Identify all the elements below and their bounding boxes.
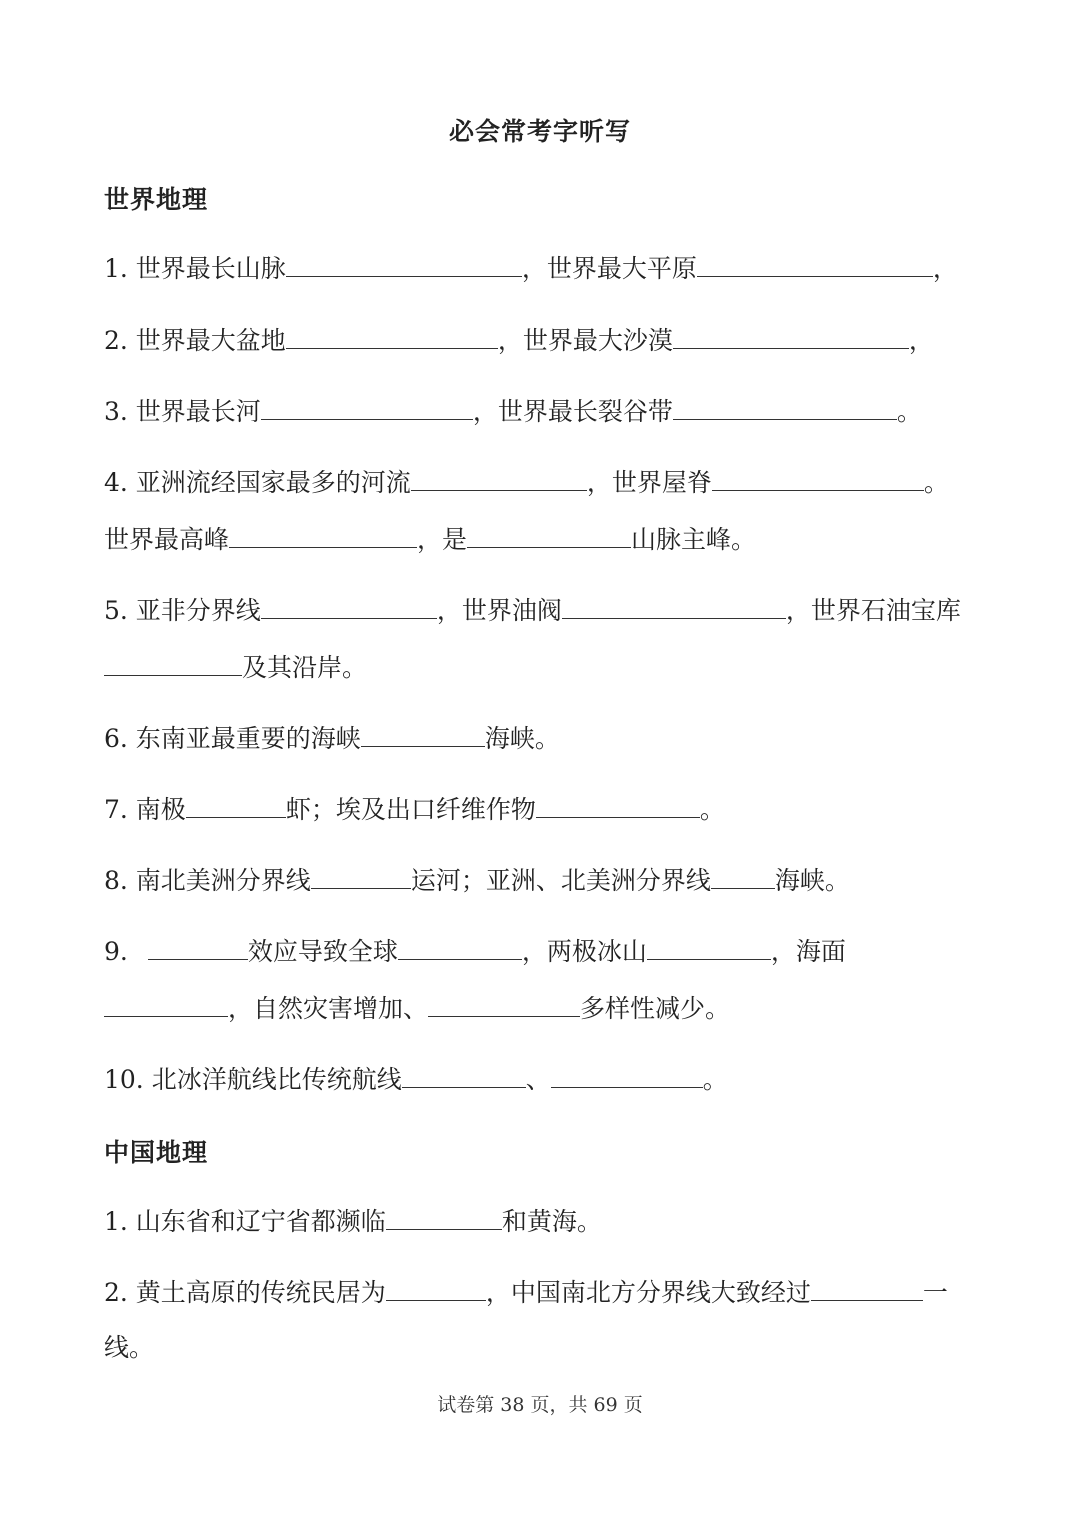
question-text: 。 (702, 1065, 728, 1094)
question-text: 多样性减少。 (580, 994, 731, 1023)
question-text: ，世界最大平原 (521, 254, 697, 283)
question-text: ， (932, 254, 958, 283)
question-text: 山脉主峰。 (631, 525, 757, 554)
question-world-10 (104, 1061, 728, 1095)
question-text: ，海面 (770, 937, 846, 966)
question-text: ，两极冰山 (521, 937, 647, 966)
answer-blank[interactable] (104, 649, 242, 676)
question-text: 一 (922, 1278, 948, 1307)
question-text: 1. 世界最长山脉 (104, 254, 286, 283)
answer-blank[interactable] (711, 862, 775, 889)
answer-blank[interactable] (811, 1274, 923, 1301)
question-text: 世界最高峰 (104, 525, 230, 554)
question-text: 和黄海。 (501, 1207, 602, 1236)
question-text: 7. 南极 (104, 795, 186, 824)
question-text: ，是 (417, 525, 468, 554)
answer-blank[interactable] (361, 720, 485, 747)
answer-blank[interactable] (551, 1061, 703, 1088)
answer-blank[interactable] (697, 250, 933, 277)
question-text: 运河；亚洲、北美洲分界线 (410, 866, 711, 895)
question-world-6 (104, 720, 560, 754)
question-text: 效应导致全球 (247, 937, 398, 966)
question-text: ，世界最大沙漠 (497, 326, 673, 355)
answer-blank[interactable] (673, 393, 897, 420)
answer-blank[interactable] (386, 1203, 502, 1230)
answer-blank[interactable] (186, 791, 286, 818)
question-text: 、 (525, 1065, 551, 1094)
answer-blank[interactable] (562, 592, 786, 619)
answer-blank[interactable] (428, 990, 580, 1017)
section-heading-china: 中国地理 (104, 1138, 209, 1167)
question-text: 。 (896, 397, 922, 426)
question-text: ，自然灾害增加、 (228, 994, 429, 1023)
answer-blank[interactable] (286, 250, 522, 277)
question-world-9-cont (104, 990, 730, 1024)
question-text: 海峡。 (484, 724, 560, 753)
question-text: 海峡。 (774, 866, 850, 895)
page-footer: 试卷第 38 页，共 69 页 (437, 1394, 643, 1416)
answer-blank[interactable] (261, 592, 437, 619)
answer-blank[interactable] (148, 933, 248, 960)
page-title: 必会常考字听写 (448, 117, 631, 146)
question-text: 1. 山东省和辽宁省都濒临 (104, 1207, 386, 1236)
question-world-2 (104, 322, 934, 356)
question-text: ，世界油阀 (436, 596, 562, 625)
question-text: 9. (104, 937, 136, 966)
question-world-5 (104, 592, 961, 626)
question-text: 虾；埃及出口纤维作物 (285, 795, 536, 824)
question-text: ， (908, 326, 934, 355)
question-world-9 (104, 933, 846, 967)
question-text: ，中国南北方分界线大致经过 (485, 1278, 811, 1307)
answer-blank[interactable] (261, 393, 473, 420)
answer-blank[interactable] (411, 464, 587, 491)
answer-blank[interactable] (536, 791, 700, 818)
answer-blank[interactable] (673, 322, 909, 349)
question-text: 。 (923, 468, 949, 497)
question-text: 及其沿岸。 (242, 653, 368, 682)
question-world-1 (104, 250, 958, 284)
answer-blank[interactable] (229, 521, 417, 548)
question-text: ，世界屋脊 (586, 468, 712, 497)
question-text: 2. 黄土高原的传统民居为 (104, 1278, 386, 1307)
question-china-1 (104, 1203, 602, 1237)
question-text: 4. 亚洲流经国家最多的河流 (104, 468, 411, 497)
question-world-4 (104, 464, 949, 498)
question-world-8 (104, 862, 850, 896)
question-text: ，世界石油宝库 (785, 596, 961, 625)
question-text: 3. 世界最长河 (104, 397, 261, 426)
answer-blank[interactable] (104, 990, 228, 1017)
answer-blank[interactable] (286, 322, 498, 349)
question-china-2-cont (104, 1331, 154, 1365)
question-world-3 (104, 393, 922, 427)
question-text: 5. 亚非分界线 (104, 596, 261, 625)
answer-blank[interactable] (398, 933, 522, 960)
question-text: 2. 世界最大盆地 (104, 326, 286, 355)
question-text: 10. 北冰洋航线比传统航线 (104, 1065, 402, 1094)
question-world-7 (104, 791, 725, 825)
question-text: 6. 东南亚最重要的海峡 (104, 724, 361, 753)
answer-blank[interactable] (311, 862, 411, 889)
question-text: ，世界最长裂谷带 (472, 397, 673, 426)
question-text: 8. 南北美洲分界线 (104, 866, 311, 895)
answer-blank[interactable] (647, 933, 771, 960)
question-text: 。 (699, 795, 725, 824)
question-text: 线。 (104, 1333, 155, 1362)
answer-blank[interactable] (386, 1274, 486, 1301)
question-world-5-cont (104, 649, 367, 683)
question-world-4-cont (104, 521, 756, 555)
question-china-2 (104, 1274, 948, 1308)
answer-blank[interactable] (712, 464, 924, 491)
answer-blank[interactable] (402, 1061, 526, 1088)
answer-blank[interactable] (467, 521, 631, 548)
section-heading-world: 世界地理 (104, 185, 209, 214)
